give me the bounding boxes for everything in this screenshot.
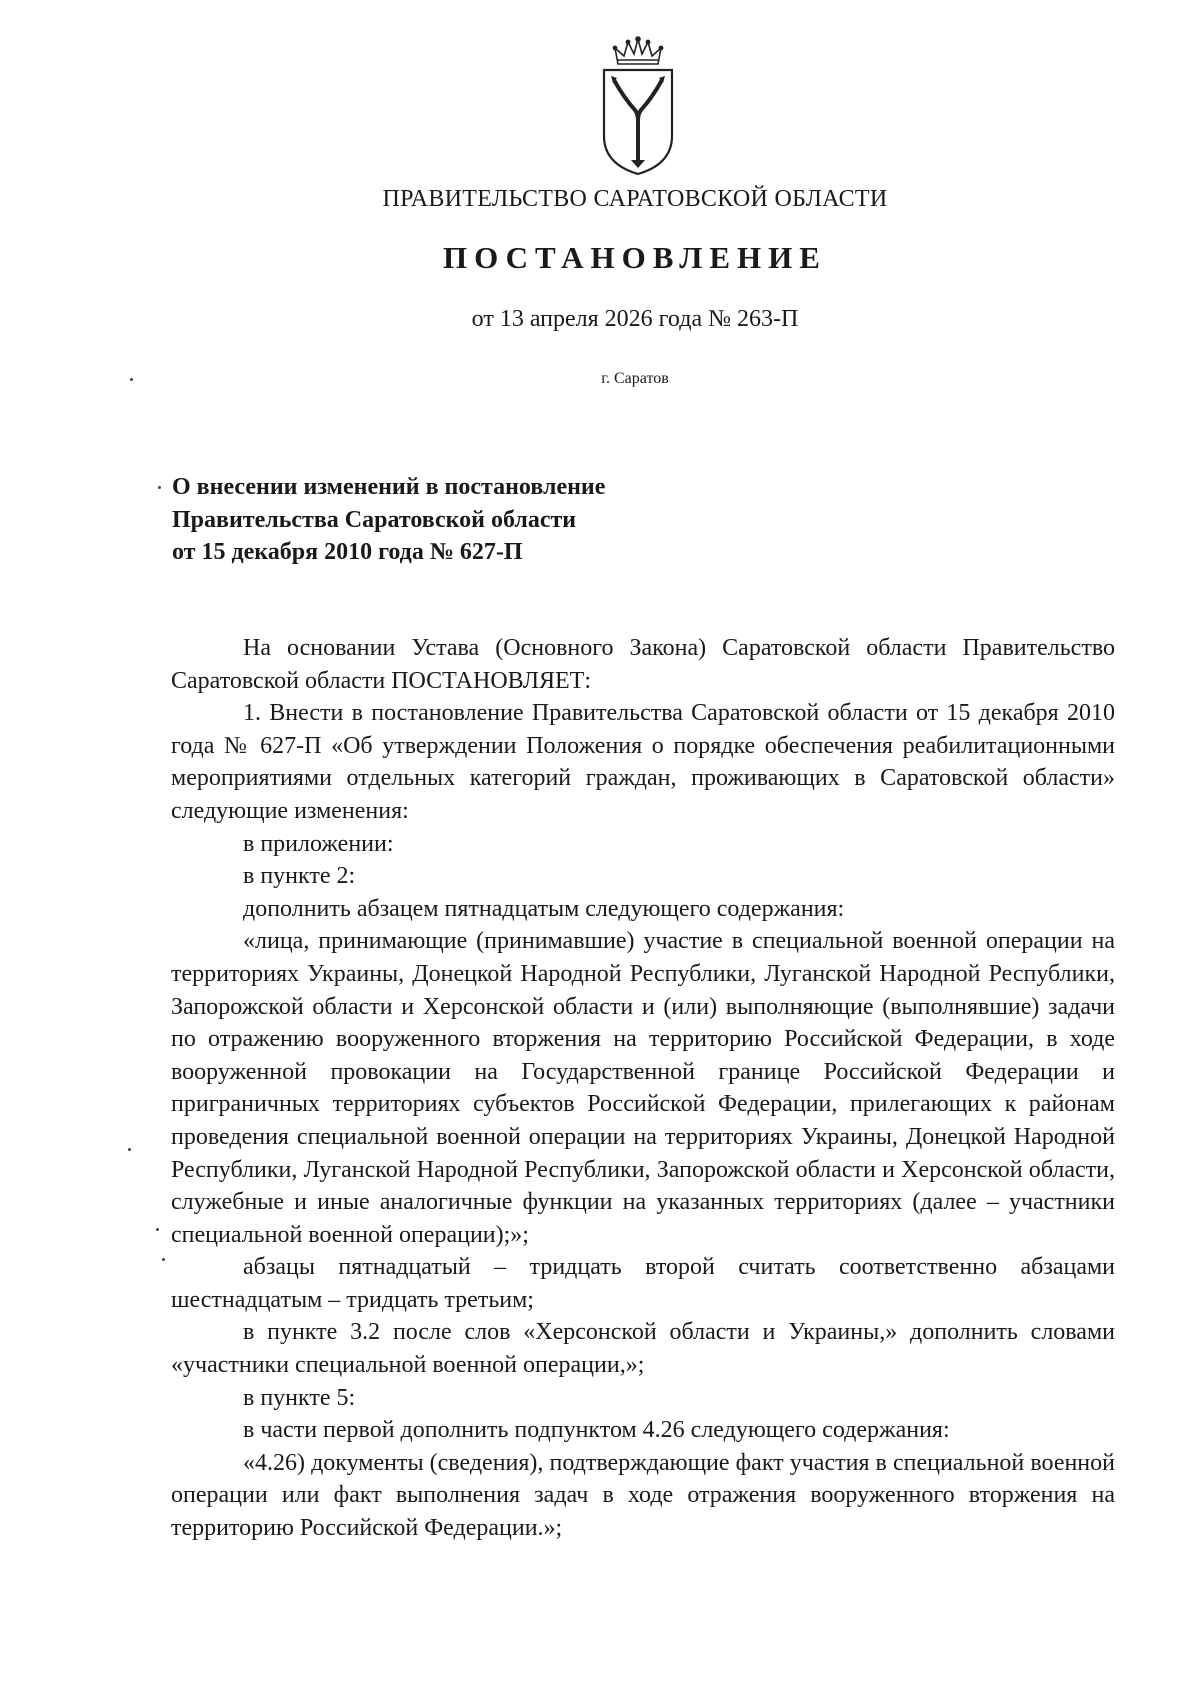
government-name: ПРАВИТЕЛЬСТВО САРАТОВСКОЙ ОБЛАСТИ [382,186,888,212]
coat-of-arms-icon [598,36,678,176]
scan-speck [130,378,133,381]
scan-speck [128,1148,131,1151]
scan-speck [156,1228,159,1231]
scan-speck [162,1258,165,1261]
body-paragraph: дополнить абзацем пятнадцатым следующего содержания: [243,895,845,922]
title-line: от 15 декабря 2010 года № 627-П [172,539,523,565]
document-title [172,471,772,569]
body-paragraph: в приложении: [243,830,394,857]
body-paragraph: абзацы пятнадцатый – тридцать второй считать соответственно абзацами шестнадцатым – тридцать третьим; [171,1254,1115,1313]
title-line: О внесении изменений в постановление [172,474,606,500]
body-paragraph: в пункте 5: [243,1384,356,1411]
document-date-number: от 13 апреля 2026 года № 263-П [471,306,799,332]
body-paragraph: «4.26) документы (сведения), подтверждающие факт участия в специальной военной операции или факт выполнения задач в ходе отражения вооруженного вторжения на территорию Российской Федерации.»; [171,1449,1115,1542]
body-paragraph: 1. Внести в постановление Правительства Саратовской области от 15 декабря 2010 года № 627-П «Об утверждении Положения о порядке обеспечения реабилитационными мероприятиями отдельных категорий граждан, проживающих в Саратовской области» следующие изменения: [171,700,1115,824]
scan-speck [158,486,161,489]
body-paragraph: На основании Устава (Основного Закона) Саратовской области Правительство Саратовской области ПОСТАНОВЛЯЕТ: [171,635,1115,694]
body-paragraph: в части первой дополнить подпунктом 4.26 следующего содержания: [243,1417,950,1444]
body-paragraph: в пункте 3.2 после слов «Херсонской области и Украины,» дополнить словами «участники специальной военной операции,»; [171,1319,1115,1379]
document-body [171,632,1115,1545]
body-paragraph: в пункте 2: [243,863,356,890]
document-type: ПОСТАНОВЛЕНИЕ [443,240,827,275]
title-line: Правительства Саратовской области [172,506,577,533]
body-paragraph: «лица, принимающие (принимавшие) участие в специальной военной операции на территориях Украины, Донецкой Народной Республики, Луганской Народной Республики, Запорожской области и Херсонской области и (или) выполняющие (выполнявшие) задачи по отражению вооруженного вторжения на территорию Российской Федерации, в ходе вооруженной провокации на Государственной границе Российской Федерации и приграничных территориях субъектов Российской Федерации, прилегающих к районам проведения специальной военной операции на территориях Украины, Донецкой Народной Республики, Луганской Народной Республики, Запорожской области и Херсонской области, служебные и иные аналогичные функции на указанных территориях (далее – участники специальной военной операции);»; [171,928,1115,1248]
document-city: г. Саратов [601,370,669,387]
